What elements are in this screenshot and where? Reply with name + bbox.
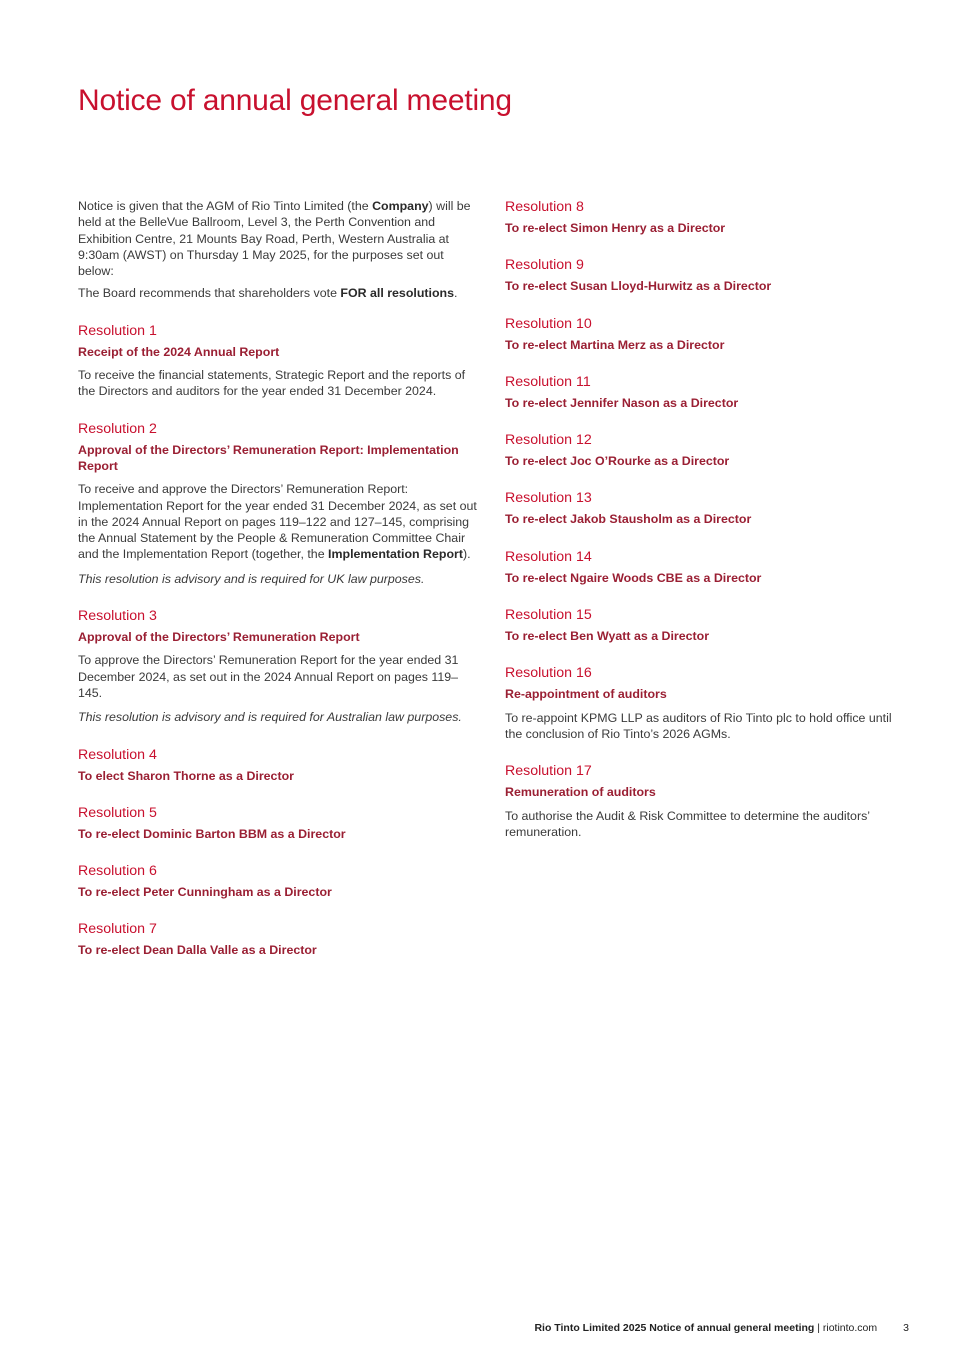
resolution-subheading: Remuneration of auditors [505,785,656,800]
resolution-16 [505,664,900,742]
resolution-heading: Resolution 1 [78,322,157,339]
resolution-heading: Resolution 9 [505,257,584,274]
resolution-subheading: Re-appointment of auditors [505,687,667,702]
page-title: Notice of annual general meeting [78,84,512,117]
resolution-subheading: To re-elect Ngaire Woods CBE as a Director [505,570,762,585]
intro-text: Notice is given that the AGM of Rio Tinto Limited (the [78,199,373,213]
resolution-body-text: To receive and approve the Directors’ Remuneration Report: Implementation Report for the year ended 31 December 2024, as set out in the 2024 Annual Report on pages 119–122 and 127–145, comprising the Annual Statement by the People & Remuneration Committee Chair and the Implementation Report (together, the [78,482,477,562]
resolution-heading: Resolution 11 [505,373,591,390]
resolution-15 [505,606,900,644]
intro-text-cont: ) will be held at the BelleVue Ballroom, Level 3, the Perth Convention and Exhibition Centre, 21 Mounts Bay Road, Perth, Western Australia at 9:30am (AWST) on Thursday 1 May 2025, for the purposes set out below: [78,199,471,279]
resolution-subheading: To re-elect Ben Wyatt as a Director [505,629,710,644]
resolution-subheading: To re-elect Susan Lloyd-Hurwitz as a Director [505,279,772,294]
resolution-note: This resolution is advisory and is required for UK law purposes. [78,571,425,586]
resolution-subheading: To re-elect Peter Cunningham as a Director [78,885,332,900]
resolution-heading: Resolution 12 [505,432,592,449]
resolution-subheading: To re-elect Dean Dalla Valle as a Director [78,943,317,958]
resolution-3 [78,607,482,725]
resolution-heading: Resolution 7 [78,921,157,938]
resolution-8 [505,198,900,236]
resolution-14 [505,548,900,586]
resolution-2 [78,420,482,587]
resolution-heading: Resolution 16 [505,665,592,682]
resolution-4 [78,746,482,784]
resolution-subheading: Approval of the Directors’ Remuneration Report: Implementation Report [78,442,459,473]
resolution-subheading: To re-elect Jakob Stausholm as a Director [505,512,752,527]
board-recommendation [78,285,482,301]
resolution-heading: Resolution 4 [78,746,157,763]
page-number: 3 [903,1322,909,1334]
resolution-6 [78,862,482,900]
resolution-12 [505,431,900,469]
resolution-heading: Resolution 2 [78,420,157,437]
recommendation-end: . [454,286,458,301]
resolution-subheading: To elect Sharon Thorne as a Director [78,768,294,783]
resolution-13 [505,489,900,527]
resolution-body [78,481,482,562]
recommendation-emphasis: FOR all resolutions [340,286,455,301]
resolution-body: To re-appoint KPMG LLP as auditors of Rio Tinto plc to hold office until the conclusion of Rio Tinto’s 2026 AGMs. [505,710,892,741]
resolution-heading: Resolution 3 [78,608,157,625]
recommendation-text: The Board recommends that shareholders vote [78,286,341,301]
resolution-10 [505,315,900,353]
intro [78,198,482,302]
resolution-heading: Resolution 10 [505,315,592,332]
footer-title: Rio Tinto Limited 2025 Notice of annual general meeting [534,1322,815,1334]
implementation-report-term: Implementation Report [328,547,463,562]
resolution-heading: Resolution 8 [505,199,584,215]
resolution-subheading: To re-elect Simon Henry as a Director [505,221,726,235]
resolution-heading: Resolution 5 [78,804,157,821]
company-term: Company [372,199,429,213]
resolution-subheading: To re-elect Martina Merz as a Director [505,337,725,352]
resolution-9 [505,256,900,294]
right-column [505,198,900,840]
resolution-heading: Resolution 15 [505,607,592,624]
resolution-heading: Resolution 17 [505,763,592,780]
resolution-1 [78,322,482,400]
footer-separator: | [814,1322,823,1334]
resolution-subheading: To re-elect Jennifer Nason as a Director [505,395,739,410]
resolution-heading: Resolution 13 [505,490,592,507]
resolution-7 [78,920,482,958]
resolution-body: To approve the Directors’ Remuneration Report for the year ended 31 December 2024, as set out in the 2024 Annual Report on pages 119–145. [78,653,459,700]
resolution-subheading: Receipt of the 2024 Annual Report [78,344,280,359]
resolution-subheading: To re-elect Joc O’Rourke as a Director [505,454,730,469]
intro-paragraph [78,198,482,279]
resolution-body: To authorise the Audit & Risk Committee to determine the auditors’ remuneration. [505,808,870,839]
resolution-5 [78,804,482,842]
resolution-body: To receive the financial statements, Strategic Report and the reports of the Directors and auditors for the year ended 31 December 2024. [78,368,466,399]
resolution-subheading: Approval of the Directors’ Remuneration Report [78,630,360,645]
left-column [78,198,482,959]
resolution-subheading: To re-elect Dominic Barton BBM as a Director [78,826,346,841]
footer-site-link[interactable]: riotinto.com [822,1322,878,1334]
resolution-17 [505,762,900,840]
page-footer [534,1322,909,1334]
resolution-heading: Resolution 6 [78,863,157,880]
resolution-note: This resolution is advisory and is required for Australian law purposes. [78,710,462,725]
resolution-body-end: ). [462,547,471,562]
resolution-heading: Resolution 14 [505,548,592,565]
resolution-11 [505,373,900,411]
